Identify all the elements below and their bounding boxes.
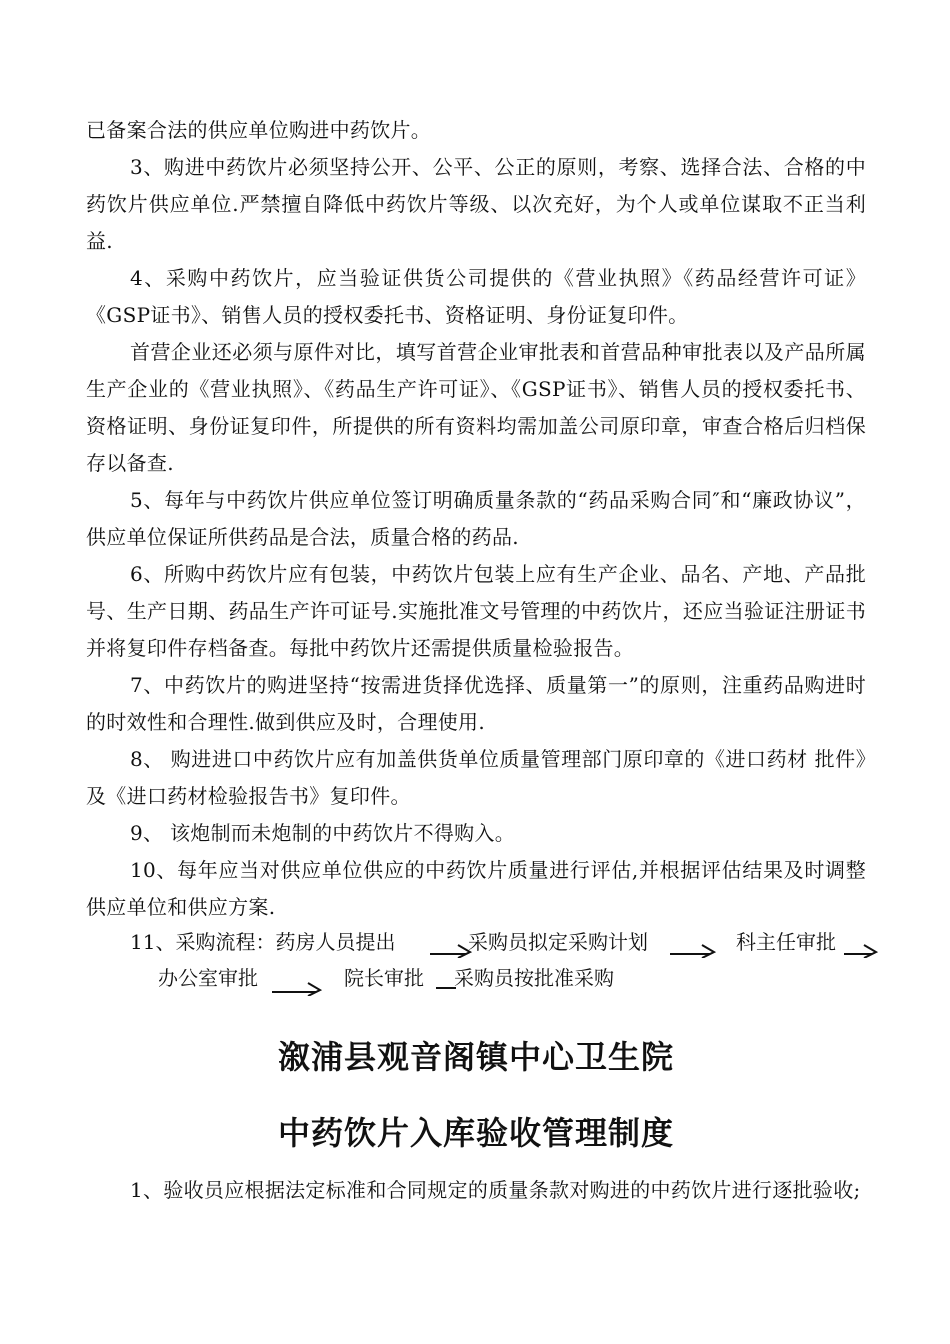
flow-step-director: 科主任审批 bbox=[736, 930, 836, 954]
procurement-flow bbox=[86, 926, 866, 1006]
organization-heading: 溆浦县观音阁镇中心卫生院 bbox=[277, 1038, 674, 1076]
paragraph-item-3: 3、购进中药饮片必须坚持公开、公平、公正的原则，考察、选择合法、合格的中药饮片供应单位.严禁擅自降低中药饮片等级、以次充好，为个人或单位谋取不正当利益. bbox=[86, 155, 866, 253]
flow-arrow-icon bbox=[272, 974, 324, 996]
paragraph-item-6: 6、所购中药饮片应有包装，中药饮片包装上应有生产企业、品名、产地、产品批号、生产日期、药品生产许可证号.实施批准文号管理的中药饮片，还应当验证注册证书并将复印件存档备查。每批中药饮片还需提供质量检验报告。 bbox=[86, 562, 866, 660]
flow-arrow-icon bbox=[670, 938, 718, 958]
paragraph-continuation: 已备案合法的供应单位购进中药饮片。 bbox=[86, 118, 432, 142]
paragraph-item-10: 10、每年应当对供应单位供应的中药饮片质量进行评估,并根据评估结果及时调整供应单位和供应方案. bbox=[86, 858, 866, 919]
flow-step-purchase: 采购员按批准采购 bbox=[454, 966, 614, 990]
paragraph-item-7: 7、中药饮片的购进坚持“按需进货择优选择、质量第一”的原则，注重药品购进时的时效性和合理性.做到供应及时，合理使用. bbox=[86, 673, 866, 734]
paragraph-first-business: 首营企业还必须与原件对比，填写首营企业审批表和首营品种审批表以及产品所属生产企业的《营业执照》、《药品生产许可证》、《GSP证书》、销售人员的授权委托书、资格证明、身份证复印件，所提供的所有资料均需加盖公司原印章，审查合格后归档保存以备查. bbox=[86, 340, 866, 475]
paragraph-item-5: 5、每年与中药饮片供应单位签订明确质量条款的“药品采购合同″和“廉政协议”，供应单位保证所供药品是合法，质量合格的药品. bbox=[86, 488, 866, 549]
flow-step-president: 院长审批 bbox=[344, 966, 424, 990]
policy-title: 中药饮片入库验收管理制度 bbox=[277, 1114, 674, 1152]
document-page bbox=[86, 112, 866, 1209]
paragraph-item-9: 9、 该炮制而未炮制的中药饮片不得购入。 bbox=[130, 821, 516, 845]
flow-step-plan: 采购员拟定采购计划 bbox=[468, 930, 648, 954]
paragraph-item-8: 8、 购进进口中药饮片应有加盖供货单位质量管理部门原印章的《进口药材 批件》及《进口药材检验报告书》复印件。 bbox=[86, 747, 866, 808]
flow-arrow-icon bbox=[844, 938, 880, 958]
flow-step-office: 办公室审批 bbox=[158, 966, 258, 990]
paragraph-acceptance-1: 1、验收员应根据法定标准和合同规定的质量条款对购进的中药饮片进行逐批验收; bbox=[130, 1178, 861, 1202]
paragraph-item-4: 4、采购中药饮片，应当验证供货公司提供的《营业执照》《药品经营许可证》《GSP证书》、销售人员的授权委托书、资格证明、身份证复印件。 bbox=[86, 266, 866, 327]
flow-prefix: 11、采购流程：药房人员提出 bbox=[130, 930, 396, 954]
